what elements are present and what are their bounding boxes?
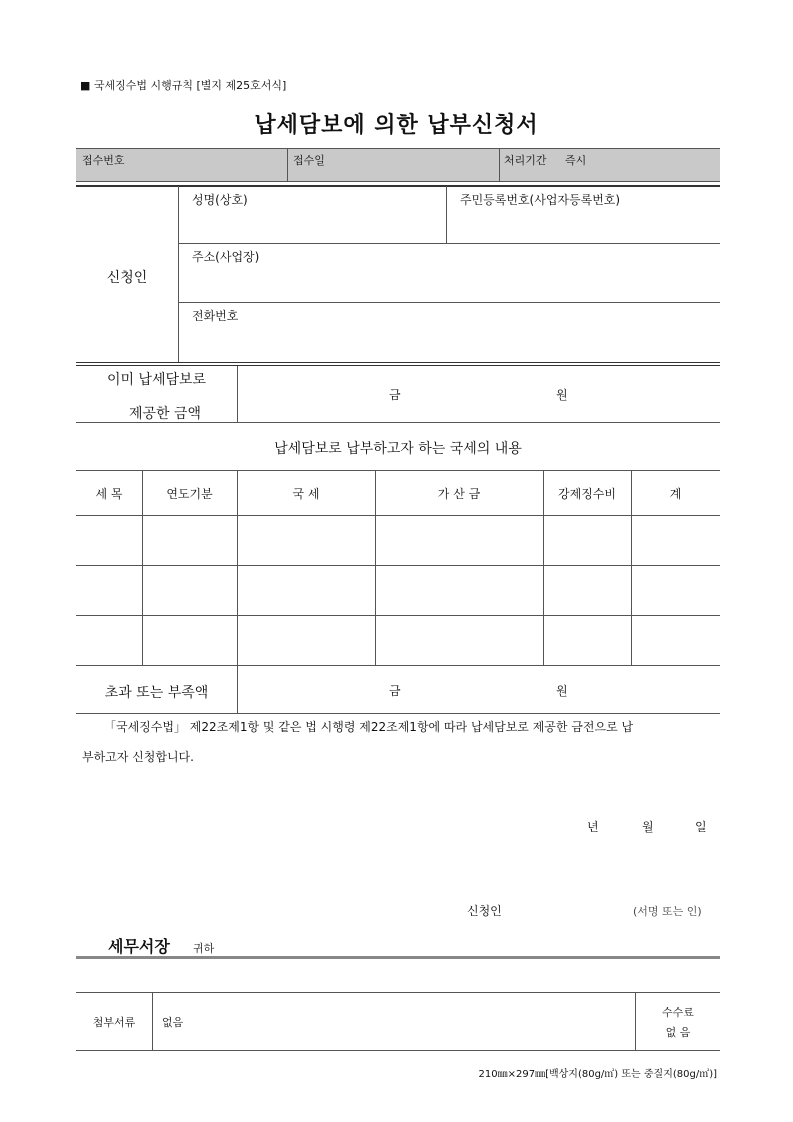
date-year: 년 bbox=[587, 820, 599, 834]
applicant-address-field[interactable] bbox=[179, 244, 720, 302]
processing-period-label: 처리기간 bbox=[504, 154, 547, 167]
signature-label: 신청인 bbox=[467, 904, 502, 918]
applicant-phone-label: 전화번호 bbox=[192, 309, 239, 323]
applicant-address-label: 주소(사업장) bbox=[192, 250, 260, 264]
recipient-honorific: 귀하 bbox=[193, 942, 215, 955]
receipt-date-label: 접수일 bbox=[293, 154, 325, 167]
excess-amount-suffix: 원 bbox=[556, 684, 568, 698]
excess-label: 초과 또는 부족액 bbox=[104, 685, 209, 701]
provided-label-line2: 제공한 금액 bbox=[128, 406, 202, 422]
fee-label: 수수료 bbox=[662, 1006, 694, 1019]
provided-amount-prefix: 금 bbox=[389, 388, 401, 402]
recipient-office: 세무서장 bbox=[108, 937, 170, 956]
date-month: 월 bbox=[642, 820, 654, 834]
applicant-id-label: 주민등록번호(사업자등록번호) bbox=[460, 193, 621, 207]
receipt-bar bbox=[76, 148, 720, 182]
table-row[interactable] bbox=[76, 516, 720, 565]
applicant-id-field[interactable] bbox=[447, 187, 720, 243]
provided-label-line1: 이미 납세담보로 bbox=[106, 372, 207, 388]
attachment-field[interactable] bbox=[153, 993, 635, 1050]
provided-amount-suffix: 원 bbox=[556, 388, 568, 402]
form-title: 납세담보에 의한 납부신청서 bbox=[254, 113, 539, 138]
table-header-collection-fee: 강제징수비 bbox=[558, 487, 616, 501]
statement-line1: 「국세징수법」 제22조제1항 및 같은 법 시행령 제22조제1항에 따라 납세담보로 제공한 금전으로 납 bbox=[104, 720, 634, 734]
table-header-tax-item: 세 목 bbox=[95, 487, 123, 501]
applicant-name-field[interactable] bbox=[179, 187, 446, 243]
attachment-label: 첨부서류 bbox=[92, 1016, 136, 1029]
applicant-name-label: 성명(상호) bbox=[192, 193, 248, 207]
paper-spec: 210㎜×297㎜[백상지(80g/㎡) 또는 중질지(80g/㎡)] bbox=[478, 1069, 717, 1080]
table-header-total: 계 bbox=[669, 487, 682, 501]
table-header-penalty: 가 산 금 bbox=[437, 487, 481, 501]
signature-note: (서명 또는 인) bbox=[633, 905, 702, 918]
receipt-number-label: 접수번호 bbox=[82, 154, 125, 167]
excess-amount-prefix: 금 bbox=[389, 684, 401, 698]
statement-line2: 부하고자 신청합니다. bbox=[82, 750, 194, 764]
excess-amount-field[interactable] bbox=[238, 666, 720, 713]
attachment-value: 없음 bbox=[162, 1016, 184, 1029]
fee-value: 없 음 bbox=[665, 1026, 691, 1039]
table-header-year: 연도기분 bbox=[166, 487, 213, 501]
provided-amount-field[interactable] bbox=[238, 366, 720, 422]
processing-period-value: 즉시 bbox=[565, 154, 587, 167]
applicant-section-label: 신청인 bbox=[106, 270, 148, 286]
table-row[interactable] bbox=[76, 566, 720, 615]
table-header-national-tax: 국 세 bbox=[292, 487, 320, 501]
table-row[interactable] bbox=[76, 616, 720, 665]
applicant-phone-field[interactable] bbox=[179, 303, 720, 362]
regulation-reference: ■ 국세징수법 시행규칙 [별지 제25호서식] bbox=[80, 79, 287, 92]
tax-section-title: 납세담보로 납부하고자 하는 국세의 내용 bbox=[274, 441, 522, 457]
date-day: 일 bbox=[695, 820, 707, 834]
